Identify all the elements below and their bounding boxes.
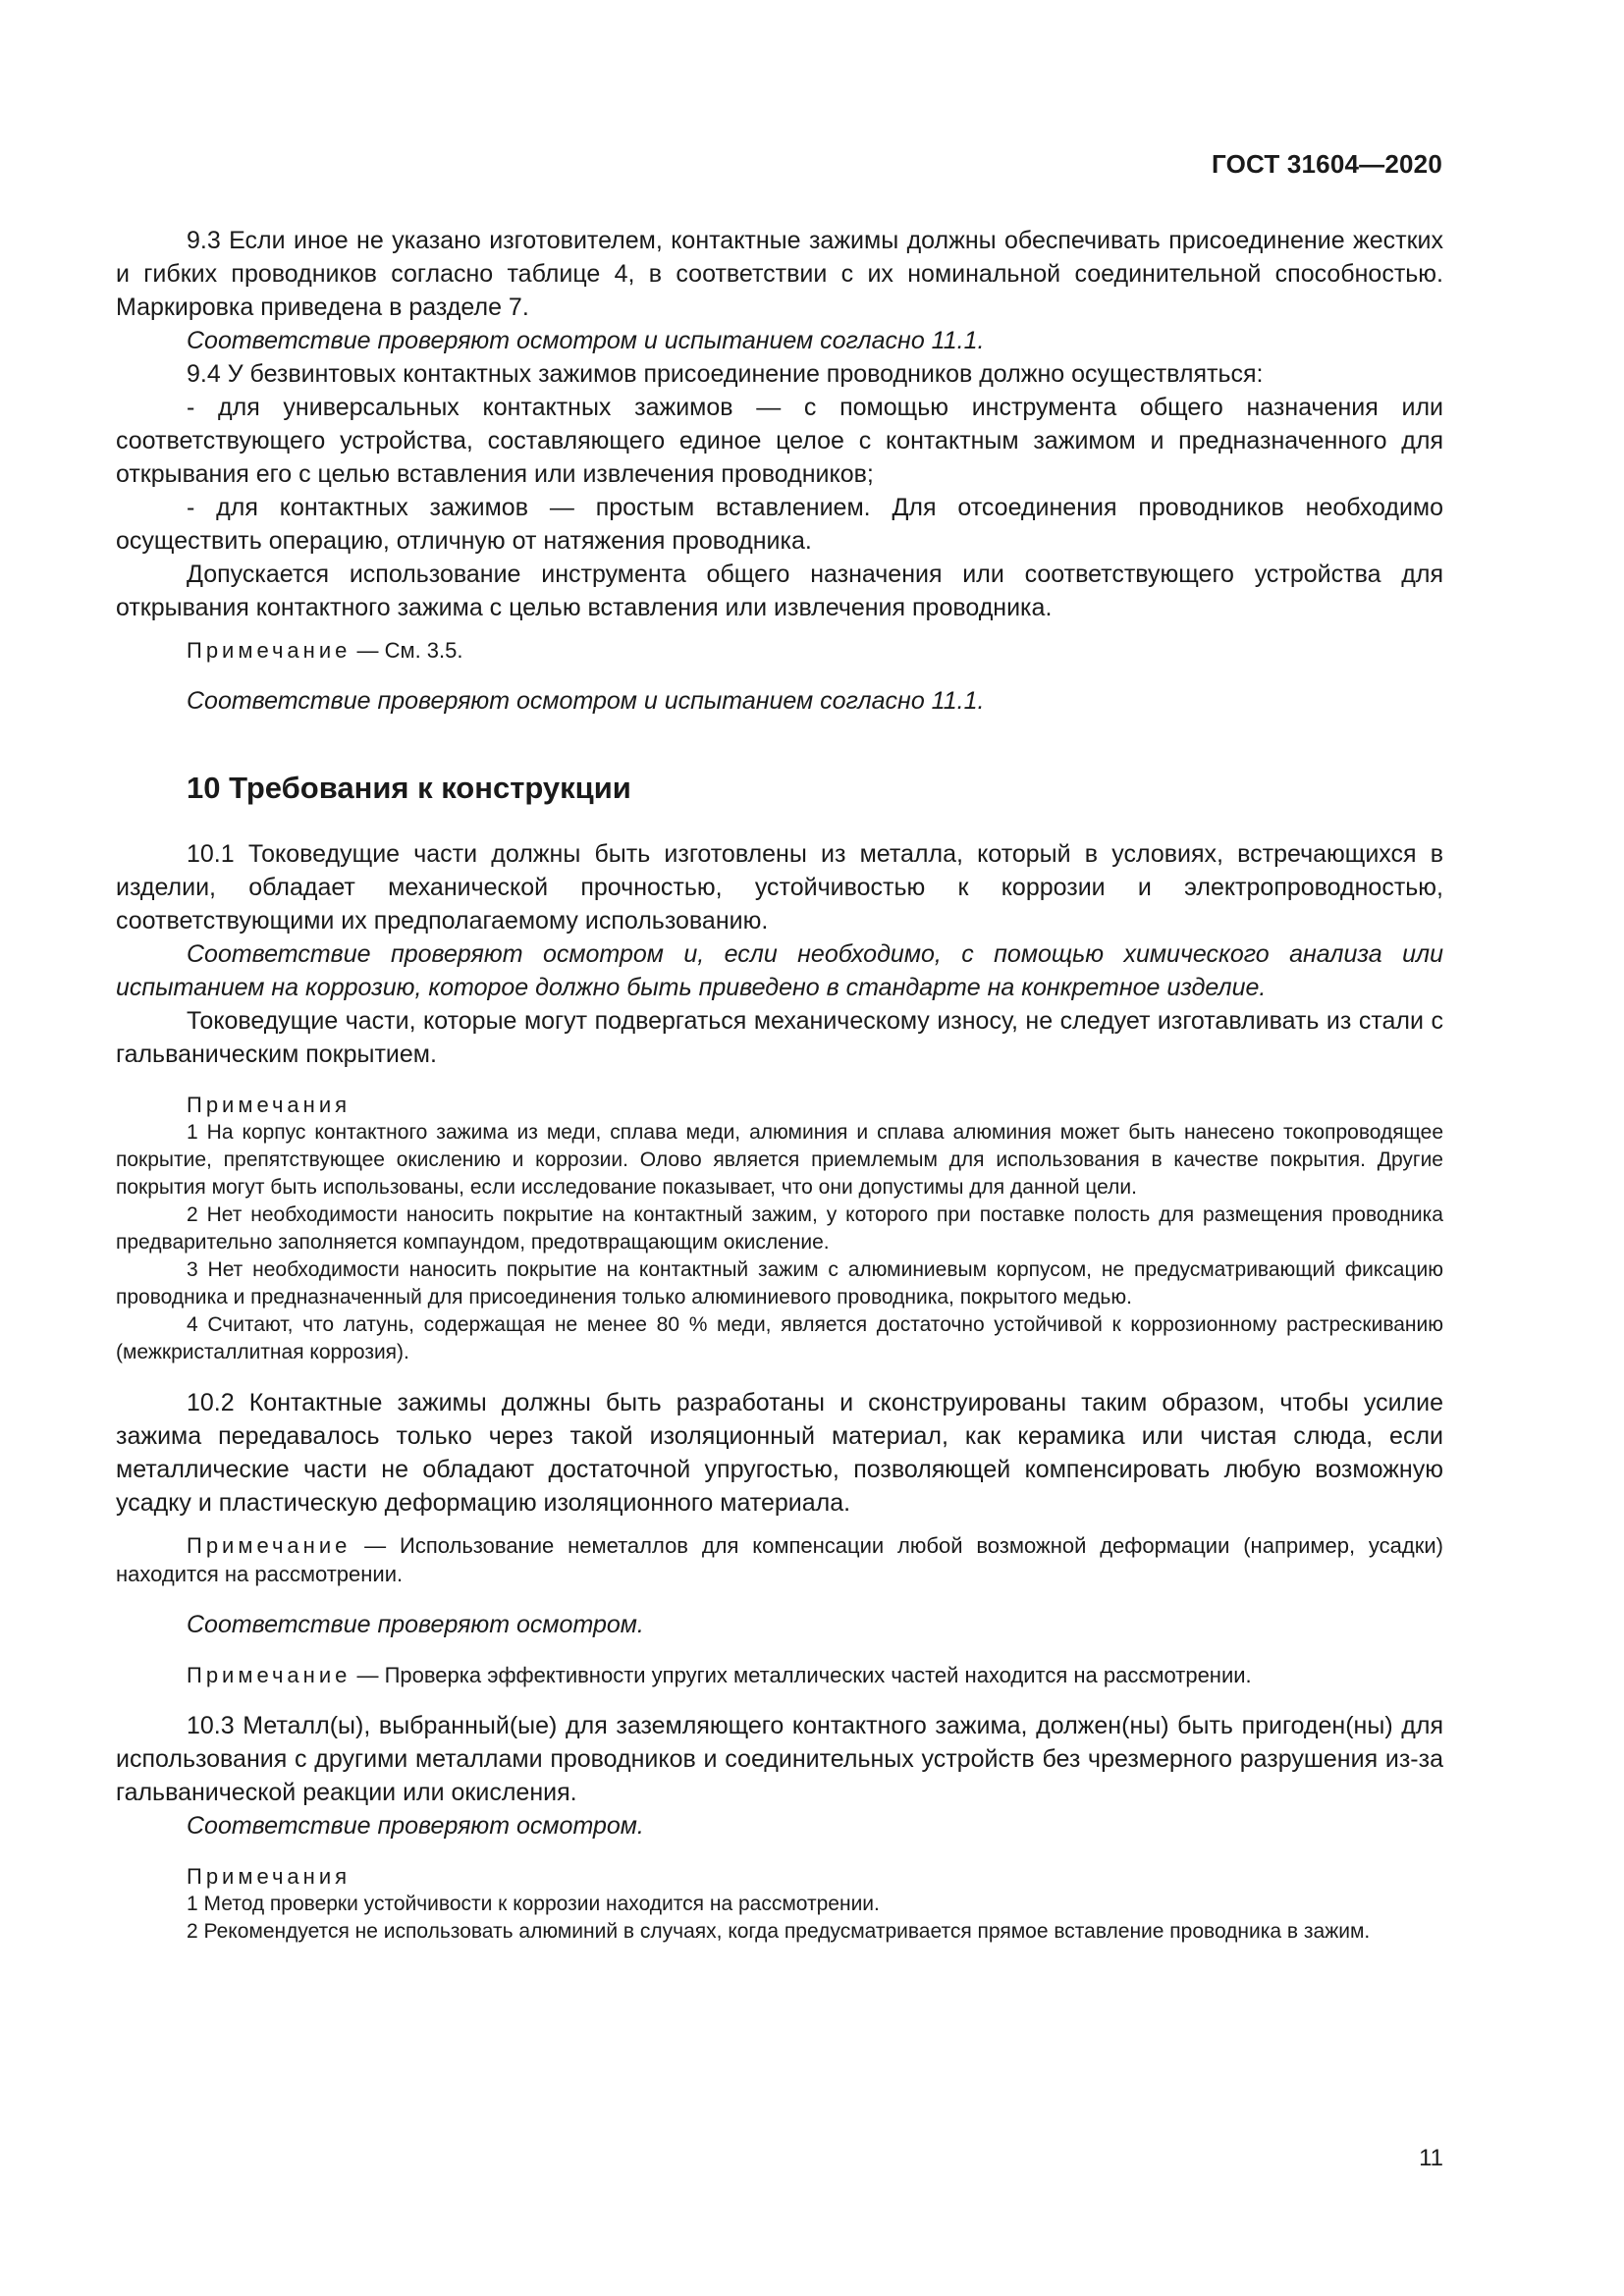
page-number: 11 — [1419, 2145, 1443, 2171]
note-text: — Использование неметаллов для компенсации любой возможной деформации (например, усадки) находится на рассмотрении. — [116, 1533, 1443, 1586]
paragraph-10-1-steel: Токоведущие части, которые могут подвергаться механическому износу, не следует изготавливать из стали с гальваническим покрытием. — [116, 1007, 1443, 1068]
paragraph-9-4-item-universal: - для универсальных контактных зажимов — с помощью инструмента общего назначения или соответствующего устройства, составляющего единое целое с контактным зажимом и предназначенного для открывания его с целью вставления или извлечения проводников; — [116, 394, 1443, 488]
paragraph-9-4-compliance: Соответствие проверяют осмотром и испытанием согласно 11.1. — [187, 687, 985, 715]
notes-label: Примечания — [187, 1864, 352, 1889]
note-10-1-item-2: 2 Нет необходимости наносить покрытие на контактный зажим, у которого при поставке полость для размещения проводника предварительно заполняется компаундом, предотвращающим окисление. — [116, 1203, 1443, 1254]
notes-10-1-heading — [116, 1091, 1443, 1119]
note-10-2-a — [116, 1531, 1443, 1588]
paragraph-10-1-compliance: Соответствие проверяют осмотром и, если необходимо, с помощью химического анализа или испытанием на коррозию, которое должно быть приведено в стандарте на конкретное изделие. — [116, 940, 1443, 1001]
paragraph-9-4-item-push-in: - для контактных зажимов — простым вставлением. Для отсоединения проводников необходимо осуществить операцию, отличную от натяжения проводника. — [116, 494, 1443, 555]
paragraph-10-3-compliance: Соответствие проверяют осмотром. — [187, 1812, 644, 1840]
note-10-1-item-4: 4 Считают, что латунь, содержащая не менее 80 % меди, является достаточно устойчивой к коррозионному растрескиванию (межкристаллитная коррозия). — [116, 1313, 1443, 1363]
paragraph-9-4-tool-allowance: Допускается использование инструмента общего назначения или соответствующего устройства для открывания контактного зажима с целью вставления или извлечения проводника. — [116, 561, 1443, 621]
paragraph-10-2: 10.2 Контактные зажимы должны быть разработаны и сконструированы таким образом, чтобы усилие зажима передавалось только через такой изоляционный материал, как керамика или чистая слюда, если металлические части не обладают достаточной упругостью, позволяющей компенсировать любую возможную усадку и пластическую деформацию изоляционного материала. — [116, 1389, 1443, 1517]
note-10-1-item-3: 3 Нет необходимости наносить покрытие на контактный зажим с алюминиевым корпусом, не предусматривающий фиксацию проводника и предназначенный для присоединения только алюминиевого проводника, покрытого медью. — [116, 1258, 1443, 1308]
note-9-4 — [116, 636, 1443, 665]
note-10-1-item-1: 1 На корпус контактного зажима из меди, сплава меди, алюминия и сплава алюминия может быть нанесено токопроводящее покрытие, препятствующее окислению и коррозии. Олово является приемлемым для использования в качестве покрытия. Другие покрытия могут быть использованы, если исследование показывает, что они допустимы для данной цели. — [116, 1121, 1443, 1199]
paragraph-10-3: 10.3 Металл(ы), выбранный(ые) для заземляющего контактного зажима, должен(ны) быть пригоден(ны) для использования с другими металлами проводников и соединительных устройств без чрезмерного разрушения из-за гальванической реакции или окисления. — [116, 1712, 1443, 1806]
document-code-header: ГОСТ 31604—2020 — [1212, 149, 1442, 179]
note-text: — См. 3.5. — [351, 638, 463, 663]
paragraph-9-4: 9.4 У безвинтовых контактных зажимов присоединение проводников должно осуществляться: — [187, 360, 1264, 388]
section-10-title: 10 Требования к конструкции — [187, 771, 631, 805]
note-10-3-item-2: 2 Рекомендуется не использовать алюминий в случаях, когда предусматривается прямое вставление проводника в зажим. — [187, 1920, 1371, 1943]
paragraph-9-3: 9.3 Если иное не указано изготовителем, контактные зажимы должны обеспечивать присоединение жестких и гибких проводников согласно таблице 4, в соответствии с их номинальной соединительной способностью. Маркировка приведена в разделе 7. — [116, 227, 1443, 321]
note-label: Примечание — [187, 638, 352, 663]
paragraph-10-1: 10.1 Токоведущие части должны быть изготовлены из металла, который в условиях, встречающихся в изделии, обладает механической прочностью, устойчивостью к коррозии и электропроводностью, соответствующими их предполагаемому использованию. — [116, 840, 1443, 934]
paragraph-10-2-compliance: Соответствие проверяют осмотром. — [187, 1611, 644, 1638]
note-10-2-b — [116, 1661, 1443, 1689]
paragraph-9-3-compliance: Соответствие проверяют осмотром и испытанием согласно 11.1. — [187, 327, 985, 354]
note-10-3-item-1: 1 Метод проверки устойчивости к коррозии находится на рассмотрении. — [187, 1893, 880, 1915]
notes-label: Примечания — [187, 1093, 352, 1117]
notes-10-3-heading — [116, 1862, 1443, 1891]
note-text: — Проверка эффективности упругих металлических частей находится на рассмотрении. — [351, 1663, 1252, 1687]
note-label: Примечание — [187, 1663, 352, 1687]
page-content — [116, 224, 1443, 1946]
note-label: Примечание — [187, 1533, 352, 1558]
